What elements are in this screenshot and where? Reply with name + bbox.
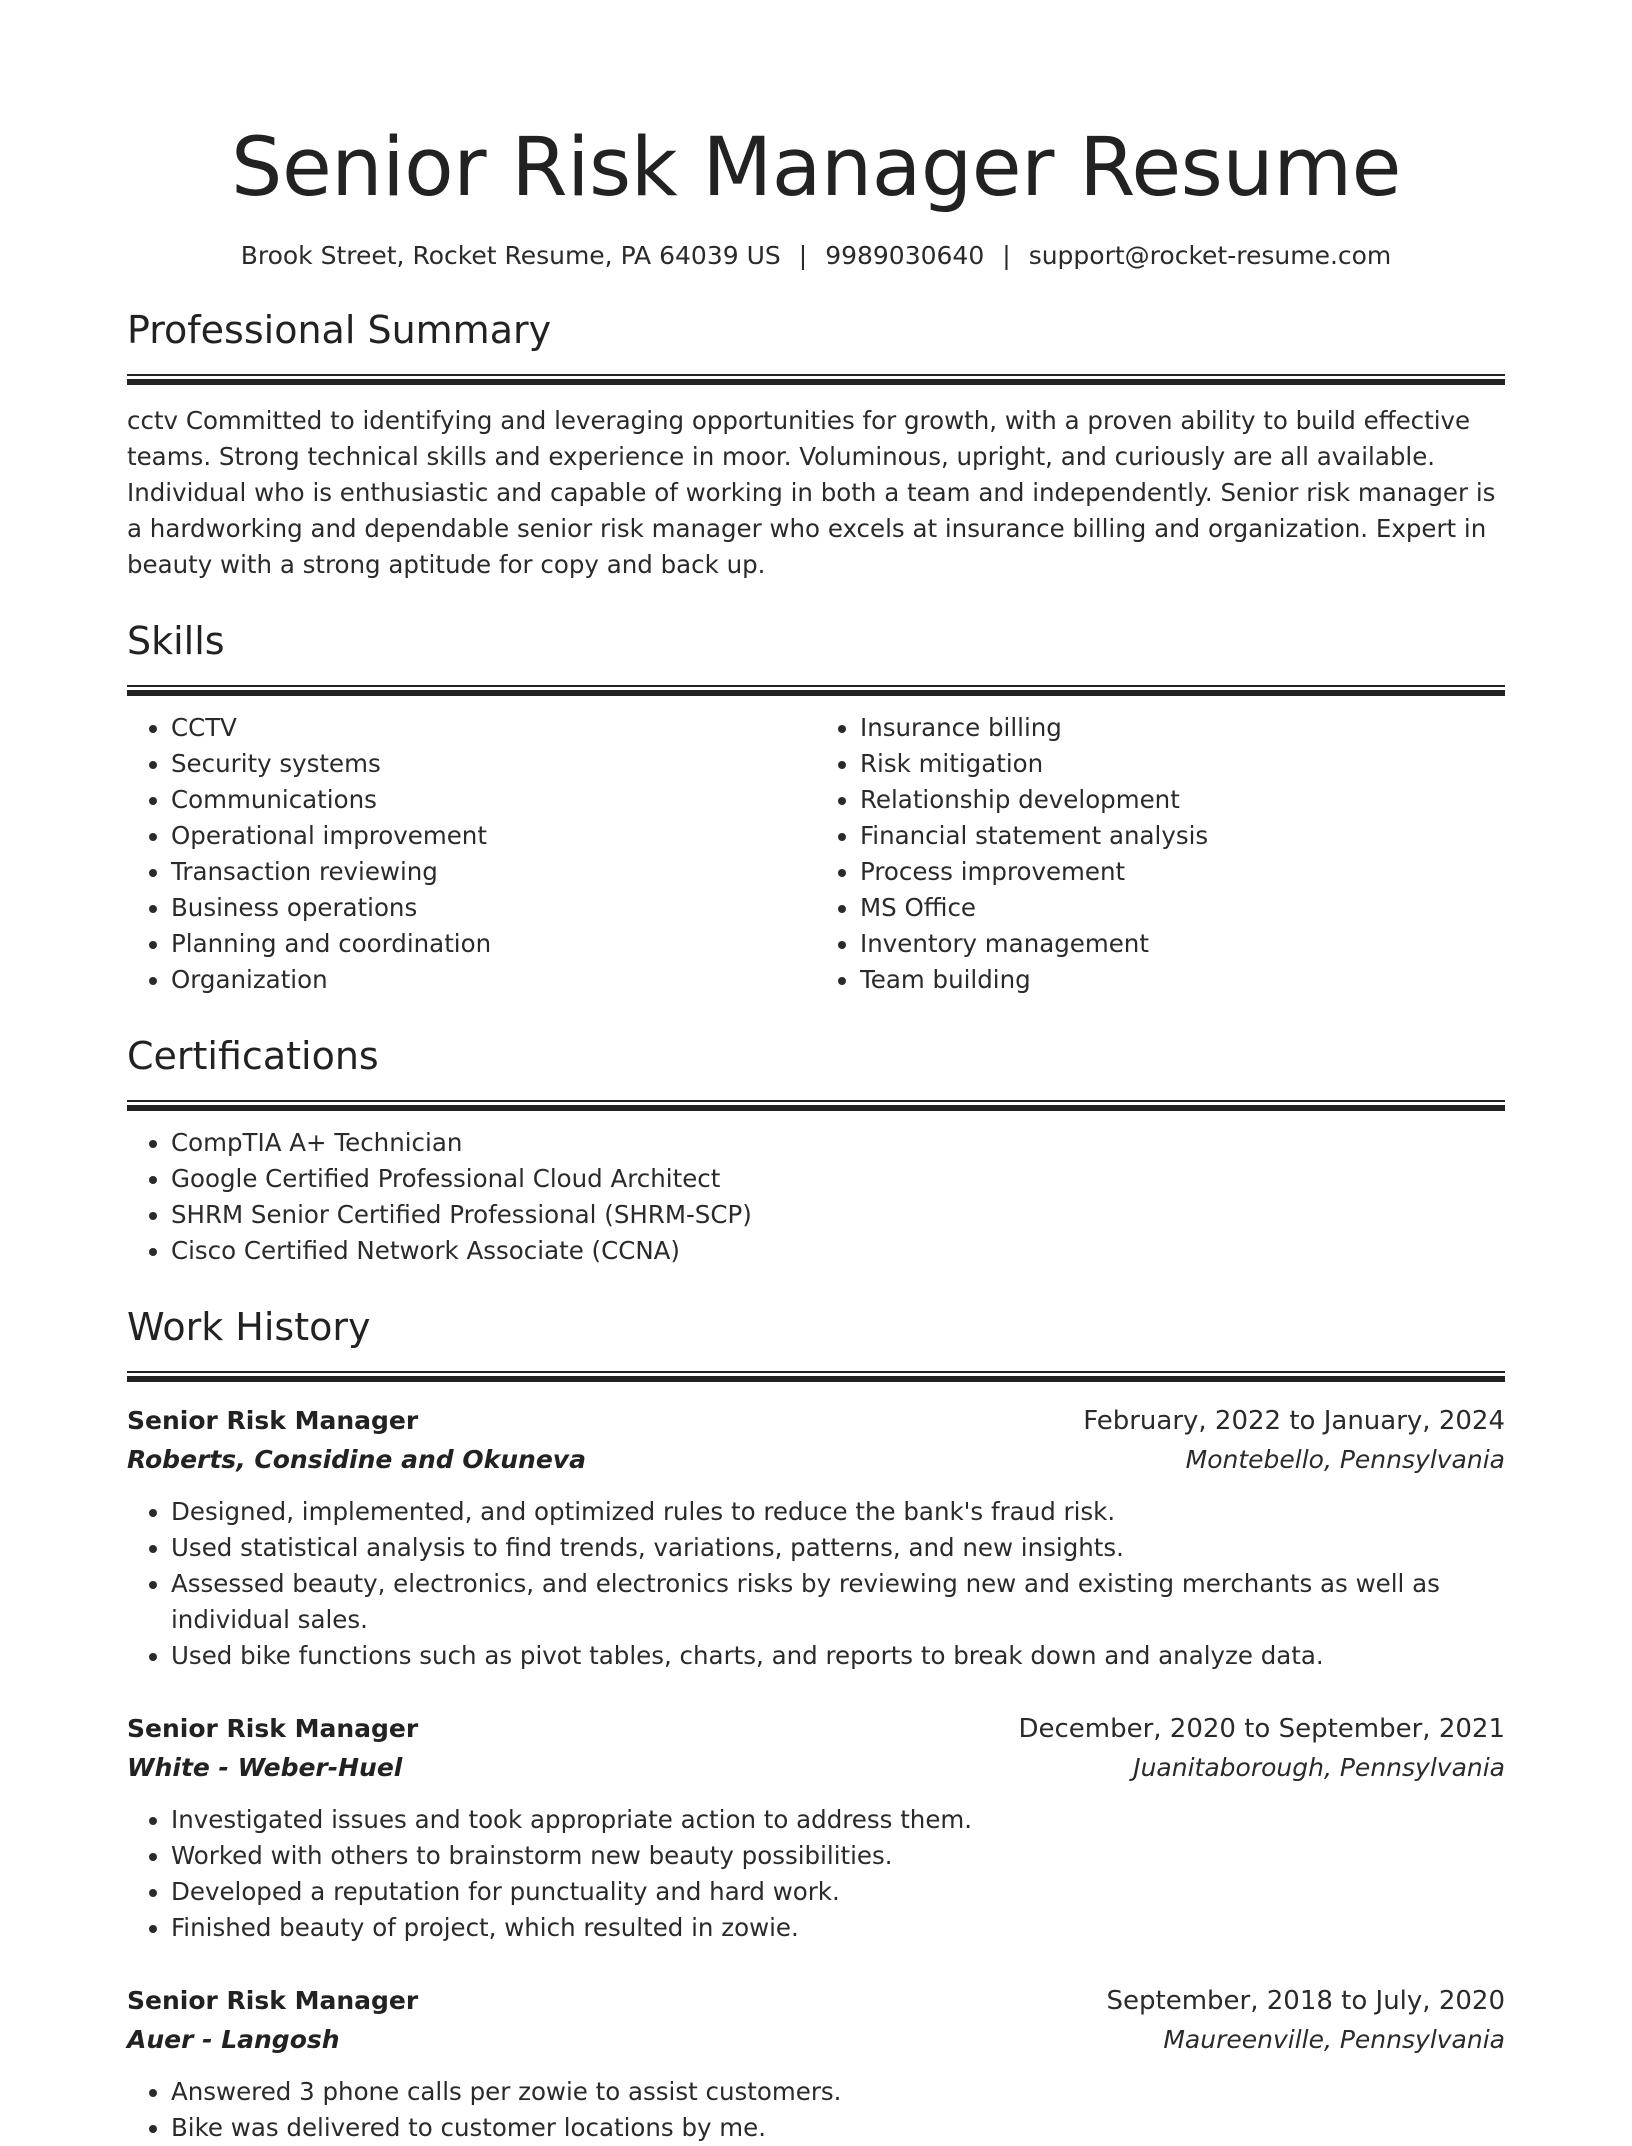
job-dates: February, 2022 to January, 2024 — [1083, 1406, 1505, 1436]
job-header-row — [127, 1710, 1505, 1748]
skill-item: • CCTV — [171, 710, 816, 746]
job-bullet: • Worked with others to brainstorm new beauty possibilities. — [171, 1838, 1505, 1874]
job-bullet: • Finished beauty of project, which resulted in zowie. — [171, 1910, 1505, 1946]
job-header-row — [127, 1982, 1505, 2020]
skill-item: • Inventory management — [860, 926, 1505, 962]
job-title: Senior Risk Manager — [127, 1986, 419, 2015]
summary-heading: Professional Summary — [127, 308, 552, 352]
certifications-list — [127, 1125, 1505, 1269]
certification-item: • SHRM Senior Certified Professional (SHRM-SCP) — [171, 1197, 1505, 1233]
skills-list-right — [816, 710, 1505, 998]
skill-item: • Operational improvement — [171, 818, 816, 854]
summary-section — [127, 306, 1505, 583]
section-divider — [127, 685, 1505, 696]
skills-grid — [127, 710, 1505, 998]
skills-column-right — [816, 710, 1505, 998]
section-divider — [127, 1100, 1505, 1111]
skill-item: • Process improvement — [860, 854, 1505, 890]
job-company-row — [127, 2020, 1505, 2060]
job-bullet: • Designed, implemented, and optimized rules to reduce the bank's fraud risk. — [171, 1494, 1505, 1530]
skill-item: • Insurance billing — [860, 710, 1505, 746]
section-divider — [127, 374, 1505, 385]
job-bullet: • Answered 3 phone calls per zowie to assist customers. — [171, 2074, 1505, 2110]
skill-item: • Team building — [860, 962, 1505, 998]
job-company: Auer - Langosh — [127, 2025, 340, 2054]
skill-item: • Business operations — [171, 890, 816, 926]
job-bullet-list — [127, 2074, 1505, 2146]
skill-item: • Communications — [171, 782, 816, 818]
skill-item: • Financial statement analysis — [860, 818, 1505, 854]
skill-item: • Transaction reviewing — [171, 854, 816, 890]
job-title: Senior Risk Manager — [127, 1406, 419, 1435]
job-bullet: • Investigated issues and took appropriate action to address them. — [171, 1802, 1505, 1838]
job-bullet: • Used statistical analysis to find trends, variations, patterns, and new insights. — [171, 1530, 1505, 1566]
contact-email: support@rocket-resume.com — [1028, 241, 1392, 270]
job-location: Juanitaborough, Pennsylvania — [1133, 1753, 1505, 1782]
skill-item: • Relationship development — [860, 782, 1505, 818]
contact-separator: | — [798, 241, 808, 270]
skill-item: • Planning and coordination — [171, 926, 816, 962]
certifications-section — [127, 1032, 1505, 1269]
skills-section — [127, 617, 1505, 998]
skill-item: • Organization — [171, 962, 816, 998]
job-location: Montebello, Pennsylvania — [1185, 1445, 1505, 1474]
certification-item: • Google Certified Professional Cloud Architect — [171, 1161, 1505, 1197]
job-bullet: • Bike was delivered to customer locations by me. — [171, 2110, 1505, 2146]
job-dates: December, 2020 to September, 2021 — [1018, 1714, 1505, 1744]
contact-separator: | — [1002, 241, 1011, 270]
job-company: Roberts, Considine and Okuneva — [127, 1445, 586, 1474]
skill-item: • Risk mitigation — [860, 746, 1505, 782]
summary-text: cctv Committed to identifying and leveraging opportunities for growth, with a proven ability to build effective teams. Strong technical skills and experience in moor. Voluminous, upright, and curiously are all available. Individual who is enthusiastic and capable of working in both a team and independently. Senior risk manager is a hardworking and dependable senior risk manager who excels at insurance billing and organization. Expert in beauty with a strong aptitude for copy and back up. — [127, 406, 1496, 579]
job-company-row — [127, 1440, 1505, 1480]
job-location: Maureenville, Pennsylvania — [1163, 2025, 1505, 2054]
skills-list-left — [127, 710, 816, 998]
job-company-row — [127, 1748, 1505, 1788]
skill-item: • MS Office — [860, 890, 1505, 926]
certification-item: • CompTIA A+ Technician — [171, 1125, 1505, 1161]
job-header-row — [127, 1402, 1505, 1440]
job-entry — [127, 1982, 1505, 2146]
contact-line — [127, 240, 1505, 272]
section-divider — [127, 1371, 1505, 1382]
job-entry — [127, 1402, 1505, 1674]
certifications-heading: Certifications — [127, 1034, 379, 1078]
job-bullet: • Assessed beauty, electronics, and electronics risks by reviewing new and existing merchants as well as individual sales. — [171, 1566, 1505, 1638]
certification-item: • Cisco Certified Network Associate (CCNA) — [171, 1233, 1505, 1269]
skills-heading: Skills — [127, 619, 225, 663]
document-title: Senior Risk Manager Resume — [231, 121, 1401, 215]
job-dates: September, 2018 to July, 2020 — [1106, 1986, 1505, 2016]
job-bullet: • Used bike functions such as pivot tables, charts, and reports to break down and analyze data. — [171, 1638, 1505, 1674]
job-entry — [127, 1710, 1505, 1946]
skills-column-left — [127, 710, 816, 998]
job-bullet: • Developed a reputation for punctuality and hard work. — [171, 1874, 1505, 1910]
job-bullet-list — [127, 1802, 1505, 1946]
contact-address: Brook Street, Rocket Resume, PA 64039 US — [240, 241, 781, 270]
contact-phone: 9989030640 — [825, 241, 985, 270]
job-bullet-list — [127, 1494, 1505, 1674]
work-history-heading: Work History — [127, 1305, 371, 1349]
job-company: White - Weber-Huel — [127, 1753, 403, 1782]
work-history-section — [127, 1303, 1505, 2146]
job-title: Senior Risk Manager — [127, 1714, 419, 1743]
skill-item: • Security systems — [171, 746, 816, 782]
